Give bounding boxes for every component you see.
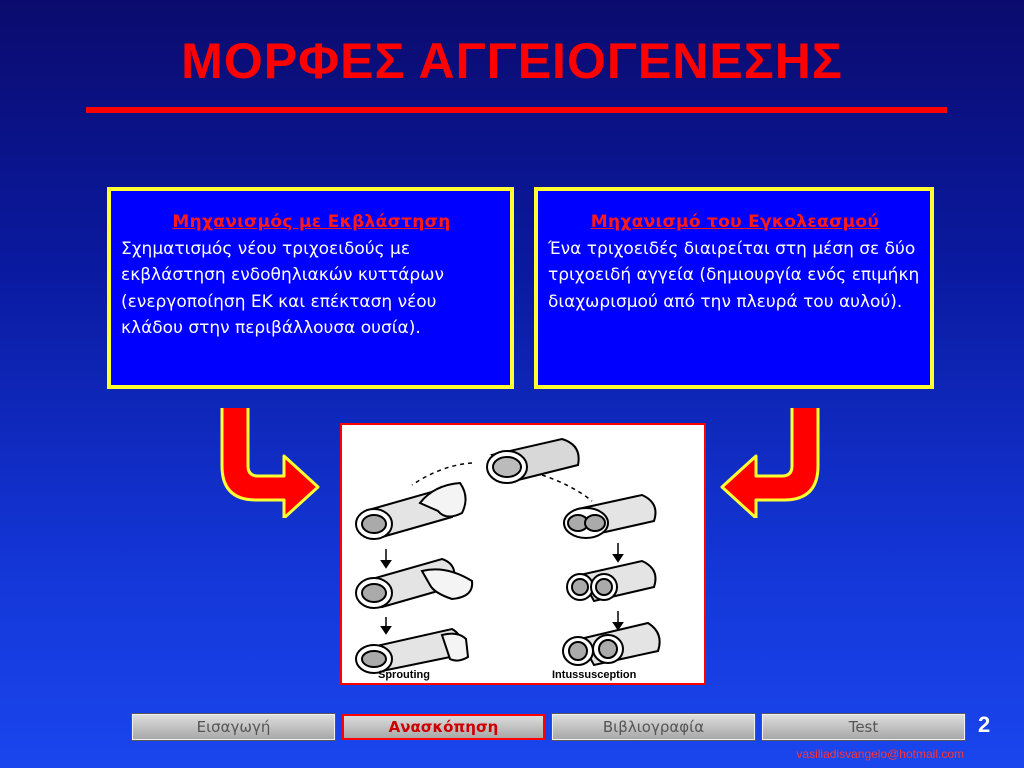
slide-title: ΜΟΡΦΕΣ ΑΓΓΕΙΟΓΕΝΕΣΗΣ xyxy=(181,33,843,89)
sprouting-heading: Μηχανισμός με Εκβλάστηση xyxy=(172,212,451,232)
nav-bibliography-button[interactable]: Βιβλιογραφία xyxy=(552,714,755,740)
angiogenesis-diagram xyxy=(340,423,706,685)
intussusception-heading: Μηχανισμό του Εγκολεασμού xyxy=(590,212,880,232)
intussusception-description: Ένα τριχοειδές διαιρείται στη μέση σε δύο τριχοειδή αγγεία (δημιουργία ενός επιμήκη διαχωρισμού από την πλευρά του αυλού). xyxy=(548,238,920,312)
sprouting-text-box xyxy=(107,187,514,389)
title-underline xyxy=(86,107,947,113)
vessel-illustration xyxy=(342,425,704,683)
nav-introduction-button[interactable]: Εισαγωγή xyxy=(132,714,335,740)
curved-arrow-left-icon xyxy=(718,408,828,518)
nav-test-button[interactable]: Test xyxy=(762,714,965,740)
sprouting-caption: Sprouting xyxy=(378,669,430,681)
curved-arrow-right-icon xyxy=(212,408,322,518)
sprouting-description: Σχηματισμός νέου τριχοειδούς με εκβλάστηση ενδοθηλιακών κυττάρων (ενεργοποίηση ΕΚ και επέκταση νέου κλάδου στην περιβάλλουσα ουσία). xyxy=(121,238,444,338)
intussusception-text-box xyxy=(534,187,934,389)
nav-review-button[interactable]: Ανασκόπηση xyxy=(342,714,545,740)
intussusception-caption: Intussusception xyxy=(552,669,637,681)
author-email: vasiliadisvangelo@hotmail.com xyxy=(796,747,964,761)
page-number: 2 xyxy=(978,712,991,737)
